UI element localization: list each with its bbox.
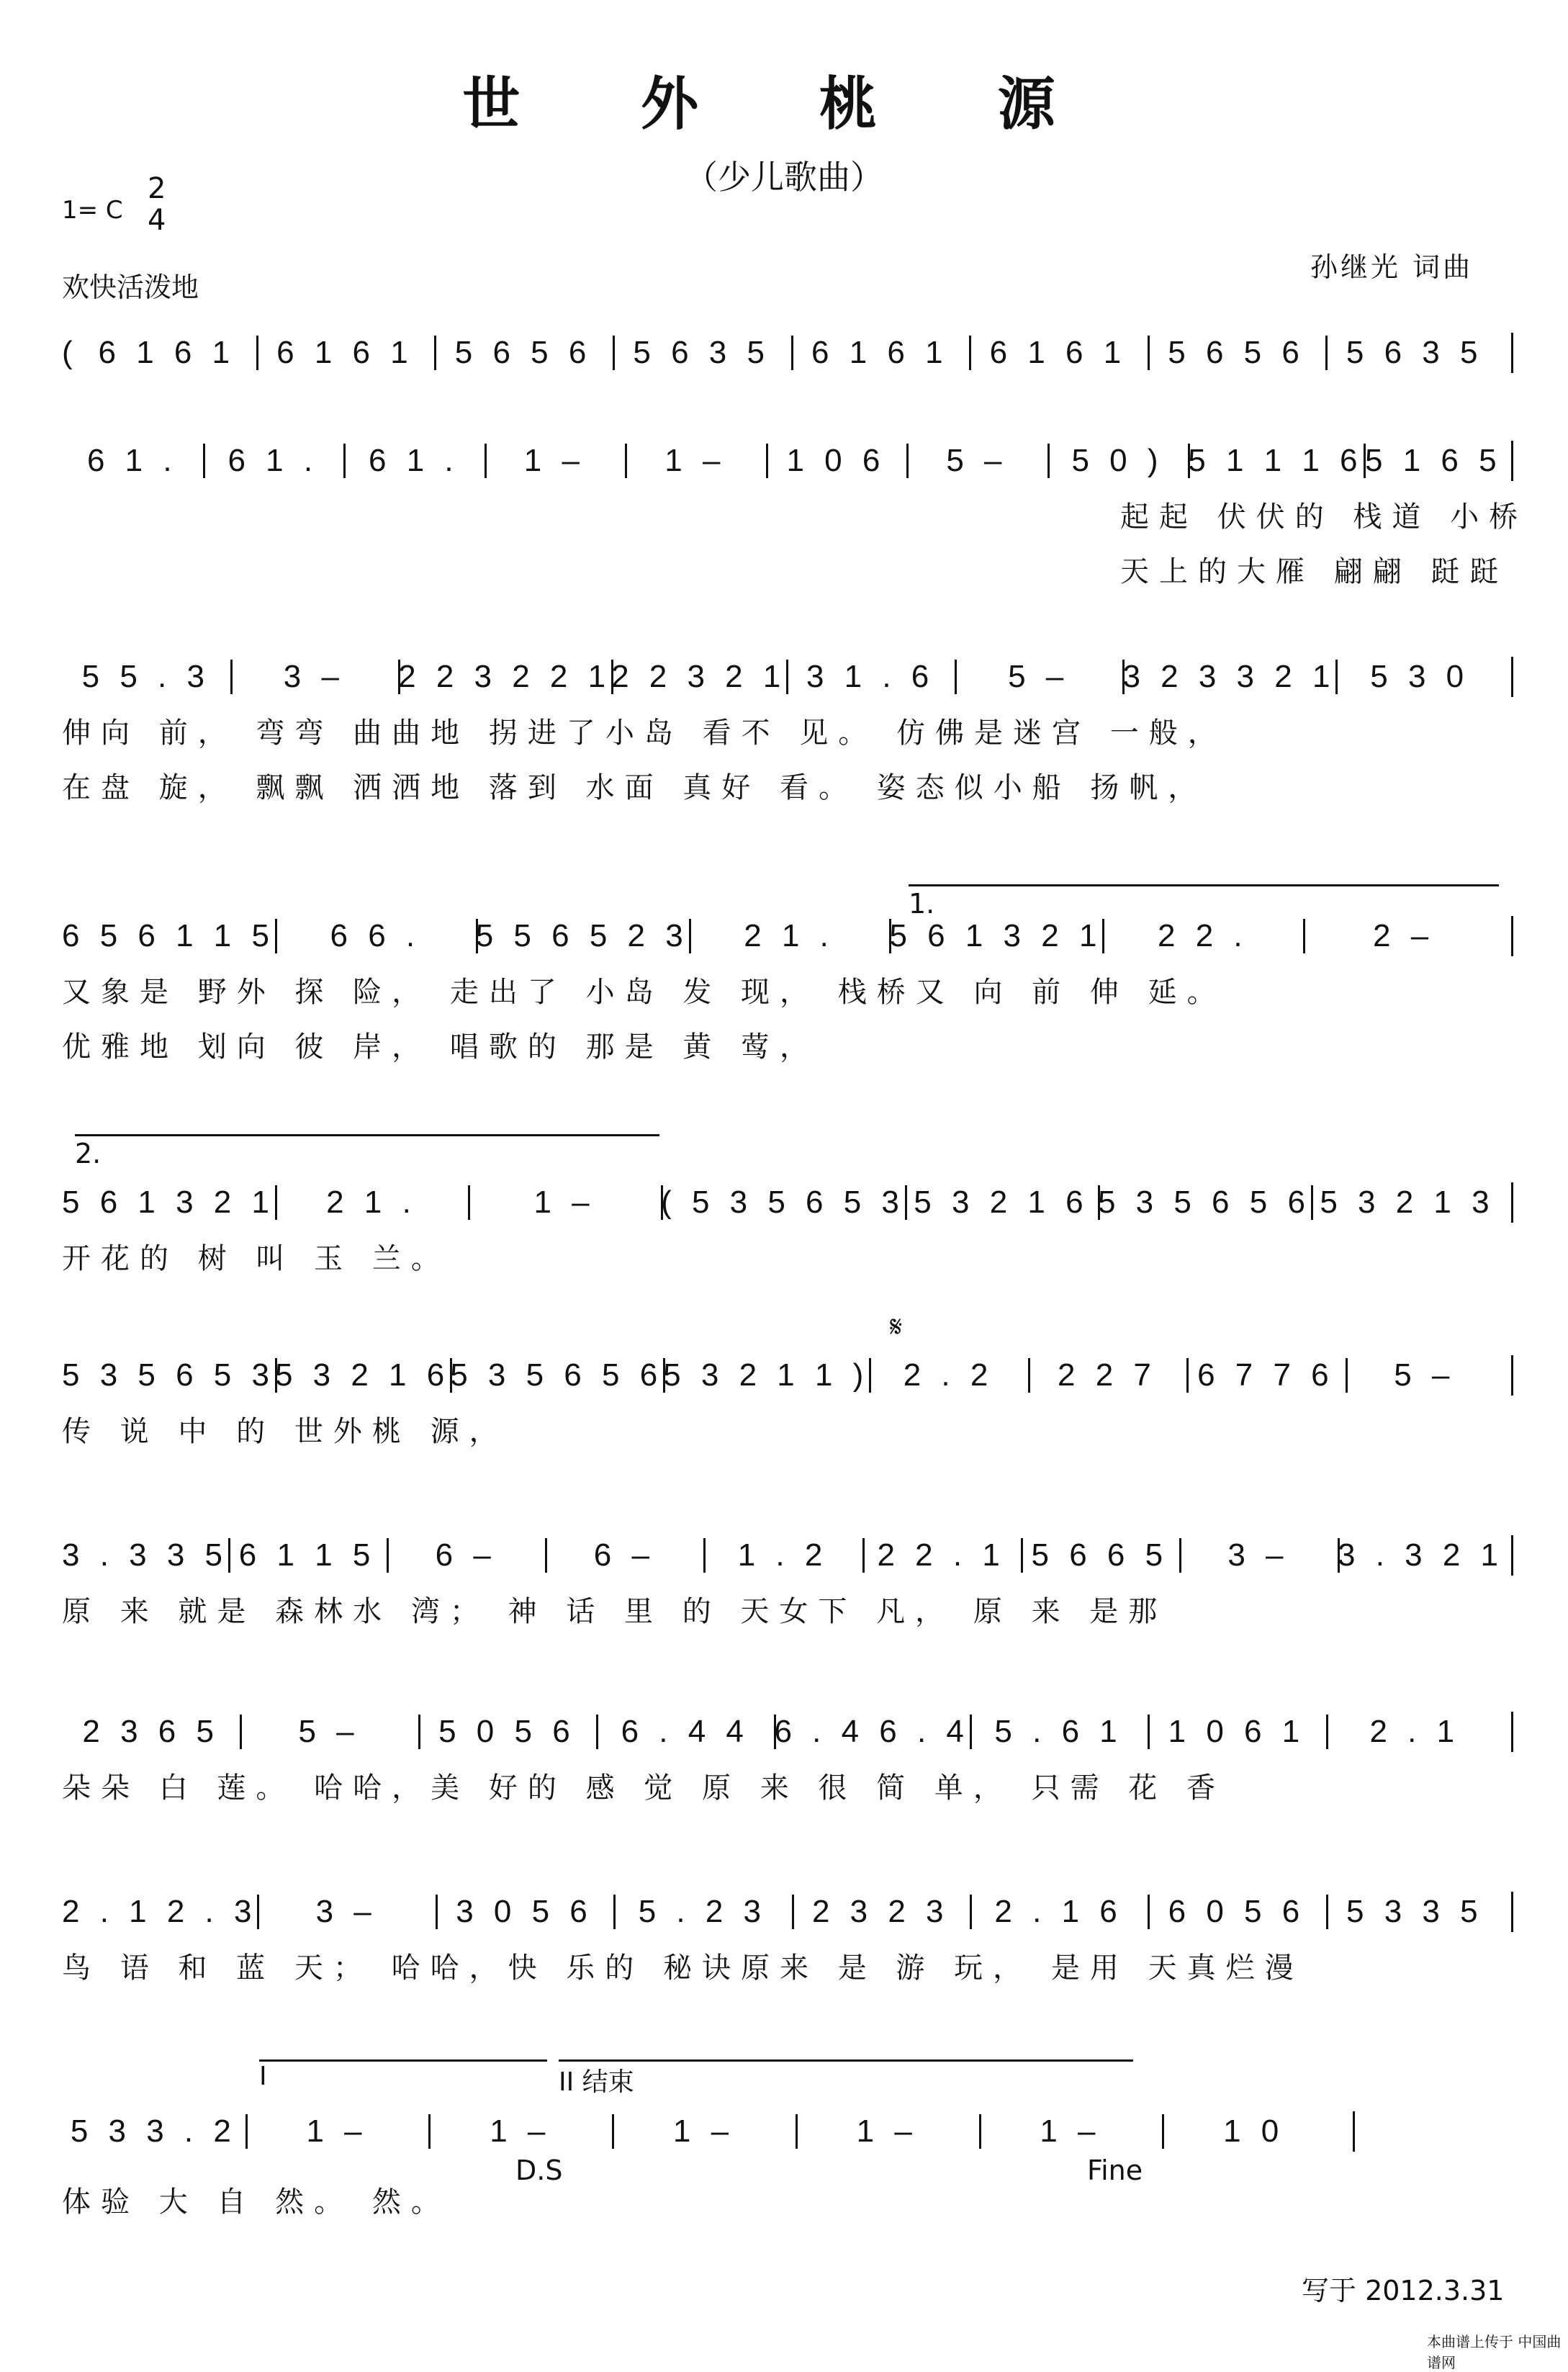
volta-second-label: 2. [75, 1138, 102, 1169]
measure: 1 . 2 [703, 1527, 862, 1584]
measure: 6 1 6 1 [98, 335, 236, 370]
measure: 6 1 6 1 [791, 324, 970, 382]
measure: 5 3 5 6 5 6 [1098, 1174, 1311, 1231]
measure: 5 0 ) [1047, 432, 1189, 490]
volta-coda-one [259, 2059, 547, 2091]
barline [1504, 1182, 1513, 1223]
note-row [62, 648, 1513, 706]
tempo-marking: 欢快活泼地 [62, 271, 199, 303]
measure: 5 5 6 5 2 3 [476, 907, 689, 965]
lyric-line-1: 又象是 野外 探 险， 走出了 小岛 发 现， 栈桥又 向 前 伸 延。 [62, 976, 1226, 1009]
barline [1504, 441, 1513, 481]
lyric-line-1: 起起 伏伏的 栈道 小桥 [1120, 500, 1528, 534]
system-1 [62, 324, 1513, 382]
measure: 5 6 5 6 [1148, 324, 1326, 382]
measure: 2 3 2 3 [792, 1883, 970, 1941]
note-row [62, 1347, 1513, 1404]
measure: 5 3 0 [1335, 648, 1504, 706]
measure: 5 3 3 . 2 [70, 2113, 237, 2149]
measure: 1 0 6 1 [1148, 1703, 1325, 1761]
system-3 [62, 648, 1513, 815]
measure: 6 6 . [275, 907, 476, 965]
barline [1504, 1892, 1513, 1932]
time-signature-bottom: 4 [148, 204, 166, 237]
measure: 6 1 . [203, 432, 344, 490]
note-row [62, 2103, 1513, 2160]
measure: 2 . 2 [869, 1347, 1027, 1404]
system-10 [62, 2103, 1513, 2229]
measure: 6 1 6 1 [969, 324, 1148, 382]
system-6 [62, 1347, 1513, 1459]
lyric-line-1: 开花的 树 叫 玉 兰。 [62, 1242, 450, 1275]
measure: 5 6 3 5 [1325, 324, 1504, 382]
measure: 1 – [979, 2103, 1163, 2160]
measure: 5 6 1 3 2 1 [889, 907, 1102, 965]
volta-coda-two-label: II 结束 [559, 2067, 634, 2097]
lyric-line-1: 鸟 语 和 蓝 天； 哈哈，快 乐的 秘诀原来 是 游 玩， 是用 天真烂漫 [62, 1951, 1304, 1985]
system-8 [62, 1703, 1513, 1815]
barline [1504, 1535, 1513, 1576]
note-row [62, 1174, 1513, 1231]
lyric-line-1: 伸向 前， 弯弯 曲曲地 拐进了小岛 看不 见。 仿佛是迷宫 一般， [62, 716, 1227, 750]
lyric-line-2: 在盘 旋， 飘飘 洒洒地 落到 水面 真好 看。 姿态似小船 扬帆， [62, 771, 1207, 804]
volta-coda-two [559, 2059, 1133, 2098]
measure: 6 1 1 5 [228, 1527, 387, 1584]
lyric-line-1: 体验 大 自 然。 然。 [62, 2185, 450, 2219]
measure: 5 3 5 6 5 3 [62, 1357, 275, 1393]
measure: 5 . 2 3 [613, 1883, 791, 1941]
measure: 6 – [545, 1527, 703, 1584]
measure: 6 1 6 1 [256, 324, 435, 382]
measure: 5 1 6 5 [1364, 432, 1505, 490]
measure: 1 – [625, 432, 766, 490]
repeat-end-barline [1504, 916, 1513, 956]
measure: 5 5 . 3 [81, 659, 210, 694]
measure: 1 – [468, 1174, 661, 1231]
measure: 5 1 1 1 6 [1188, 432, 1363, 490]
volta-second-ending [75, 1134, 659, 1169]
lyric-line-2: 天上的大雁 翩翩 跹跹 [1120, 555, 1509, 588]
measure: 5 6 1 3 2 1 [62, 1185, 275, 1220]
measure: 3 – [230, 648, 399, 706]
final-barline [1346, 2111, 1355, 2152]
measure: 2 2 . [1102, 907, 1303, 965]
note-row [62, 432, 1513, 490]
measure: 5 6 5 6 [434, 324, 613, 382]
ds-marking: D.S [515, 2155, 563, 2186]
volta-coda-one-label: I [259, 2062, 267, 2091]
measure: 5 3 3 5 [1326, 1883, 1504, 1941]
measure: 3 – [1179, 1527, 1338, 1584]
barline [1504, 657, 1513, 697]
measure: 2 2 3 2 2 1 [398, 648, 611, 706]
measure: 5 3 2 1 3 [1311, 1174, 1504, 1231]
system-7 [62, 1527, 1513, 1639]
lyric-line-1: 朵朵 白 莲。 哈哈，美 好的 感 觉 原 来 很 简 单， 只需 花 香 [62, 1771, 1226, 1805]
note-row [62, 1883, 1513, 1941]
measure: 6 . 4 4 [596, 1703, 774, 1761]
measure: 6 5 6 1 1 5 [62, 918, 275, 953]
system-4 [62, 907, 1513, 1074]
lyric-line-1: 原 来 就是 森林水 湾； 神 话 里 的 天女下 凡， 原 来 是那 [62, 1595, 1168, 1628]
open-paren: ( [62, 335, 78, 370]
note-row [62, 1703, 1513, 1761]
composer-credit: 孙继光 词曲 [1310, 251, 1474, 283]
measure: 2 1 . [689, 907, 890, 965]
footer-watermark: 本曲谱上传于 中国曲谱网 [1427, 2333, 1562, 2371]
measure: 3 . 3 2 1 [1338, 1527, 1504, 1584]
measure: 6 – [387, 1527, 545, 1584]
measure: 6 1 . [343, 432, 485, 490]
measure: ( 5 3 5 6 5 3 [661, 1174, 905, 1231]
measure: 5 – [955, 648, 1123, 706]
barline [1504, 1712, 1513, 1752]
measure: 2 . 1 2 . 3 [62, 1894, 258, 1929]
measure: 2 2 . 1 [862, 1527, 1021, 1584]
key-signature: 1= C [62, 196, 123, 225]
measure: 2 . 1 [1326, 1703, 1504, 1761]
measure: 2 – [1303, 907, 1504, 965]
measure: 2 . 1 6 [970, 1883, 1148, 1941]
measure: 3 – [257, 1883, 435, 1941]
measure: 5 – [906, 432, 1047, 490]
measure: 5 – [1346, 1347, 1504, 1404]
measure: 5 0 5 6 [418, 1703, 596, 1761]
measure: 6 7 7 6 [1186, 1347, 1345, 1404]
measure: 2 2 3 2 1 [611, 648, 786, 706]
song-subtitle: （少儿歌曲） [685, 158, 883, 197]
barline [1504, 333, 1513, 373]
date-written: 写于 2012.3.31 [1302, 2275, 1505, 2306]
measure: 5 3 2 1 6 [905, 1174, 1098, 1231]
measure: 1 – [612, 2103, 796, 2160]
measure: 5 . 6 1 [970, 1703, 1148, 1761]
note-row [62, 907, 1513, 965]
measure: 5 3 2 1 1 ) [663, 1347, 869, 1404]
measure: 1 – [796, 2103, 979, 2160]
measure: 5 3 2 1 6 [275, 1347, 450, 1404]
note-row [62, 1527, 1513, 1584]
measure: 2 3 6 5 [82, 1714, 220, 1749]
segno-sign: 𝄋 [890, 1311, 903, 1344]
barline [1504, 1355, 1513, 1396]
time-signature-top: 2 [148, 172, 166, 205]
lyric-line-2: 优雅地 划向 彼 岸， 唱歌的 那是 黄 莺， [62, 1030, 819, 1064]
measure: 3 0 5 6 [436, 1883, 613, 1941]
measure: 5 – [240, 1703, 418, 1761]
measure: 2 2 7 [1028, 1347, 1186, 1404]
measure: 1 – [428, 2103, 612, 2160]
measure: 1 – [245, 2103, 429, 2160]
time-signature [148, 173, 166, 236]
measure: 3 . 3 3 5 [62, 1537, 229, 1573]
song-title: 世 外 桃 源 [462, 70, 1106, 138]
system-5 [62, 1174, 1513, 1286]
fine-marking: Fine [1087, 2155, 1143, 2186]
measure: 3 2 3 3 2 1 [1122, 648, 1335, 706]
measure: 2 1 . [275, 1174, 468, 1231]
system-2 [62, 432, 1528, 599]
measure: 5 6 6 5 [1021, 1527, 1179, 1584]
measure: 1 – [485, 432, 626, 490]
measure: 5 6 3 5 [613, 324, 791, 382]
measure: 5 3 5 6 5 6 [450, 1347, 663, 1404]
note-row [62, 324, 1513, 382]
volta-first-label: 1. [909, 888, 935, 920]
lyric-line-1: 传 说 中 的 世外桃 源， [62, 1415, 508, 1448]
measure: 6 1 . [86, 443, 178, 478]
measure: 6 . 4 6 . 4 [774, 1703, 969, 1761]
measure: 1 0 6 [766, 432, 907, 490]
measure: 1 0 [1162, 2103, 1346, 2160]
measure: 3 1 . 6 [786, 648, 955, 706]
system-9 [62, 1883, 1513, 1995]
measure: 6 0 5 6 [1148, 1883, 1325, 1941]
